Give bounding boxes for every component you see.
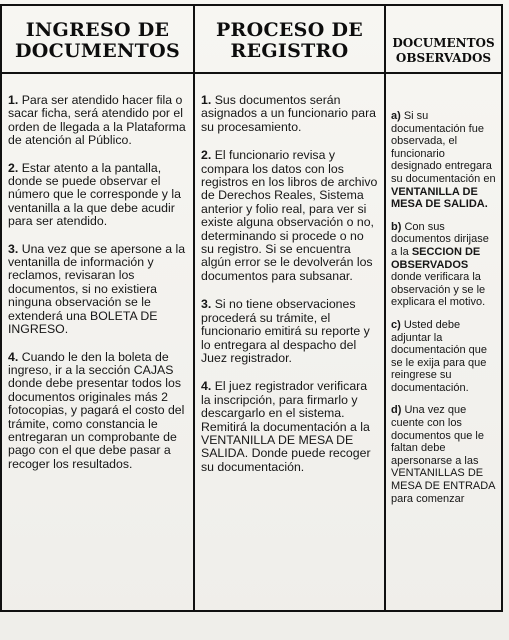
column-proceso [195,6,386,610]
step-text: Una vez que cuente con los documentos que le faltan debe apersonarse a las VENTANILLAS DE MESA DE ENTRADA para comenzar [391,404,495,505]
step-text: Una vez que se apersone a la ventanilla de información y reclamos, revisaran los documentos, si no existiera ninguna observación se le extenderá una BOLETA DE INGRESO. [8,241,186,337]
step-text-after: donde verificara la observación y se le explicara el motivo. [391,271,486,309]
step-text: Estar atento a la pantalla, donde se puede observar el número que le corresponde y la ventanilla a la que debe acudir para ser atendido. [8,160,181,229]
step-item [201,298,379,365]
header-line: INGRESO DE [25,19,170,41]
step-letter: d) [391,404,402,417]
step-item [391,404,497,505]
step-text: Para ser atendido hacer fila o sacar ficha, será atendido por el orden de llegada a la Plataforma de atención al Público. [8,93,186,148]
step-item [201,380,379,474]
step-item [8,162,188,229]
header-line: REGISTRO [230,40,349,62]
column-body [8,94,188,485]
step-item [391,221,497,309]
header-line: DOCUMENTOS [14,40,180,62]
step-number: 1. [201,93,212,107]
step-text: Usted debe adjuntar la documentación que se le exija para que reingrese su documentación. [391,318,488,394]
step-text: Con sus documentos dirijase a la [391,220,489,258]
column-body [201,94,379,489]
column-ingreso [2,6,195,610]
column-header [2,6,193,74]
header-line: PROCESO DE [215,19,364,41]
step-number: 4. [8,349,19,364]
step-text: El juez registrador verificara la inscripción, para firmarlo y descargarlo en el sistema. Remitirá la documentación a la VENTANILLA DE MESA DE SALIDA. Donde puede recoger su documentación. [201,379,371,474]
step-number: 3. [8,241,19,256]
header-line: OBSERVADOS [395,51,492,65]
step-text: El funcionario revisa y compara los datos con los registros en los libros de archivo de Derechos Reales, Sistema anterior y folio real, para ver si existe alguna observación o no, determinando si procede o no su registro. Si se encuentra algún error se le devolverán los documentos para subsanar. [201,148,378,283]
step-item [391,319,497,395]
step-item [391,110,497,211]
step-number: 2. [201,148,212,163]
step-highlight: VENTANILLA DE MESA DE SALIDA. [391,185,488,211]
process-table [0,4,503,612]
step-item [8,94,188,148]
step-number: 1. [8,93,19,107]
step-number: 3. [201,297,212,312]
column-observados [386,6,501,610]
column-header [195,6,384,74]
step-letter: a) [391,110,401,122]
step-number: 2. [8,160,19,175]
step-letter: b) [391,220,402,233]
step-text: Si su documentación fue observada, el funcionario designado entregara su documentación en [391,110,496,185]
step-number: 4. [201,379,212,394]
step-text: Si no tiene observaciones procederá su trámite, el funcionario emitirá su reporte y lo entregara al despacho del Juez registrador. [201,297,370,365]
column-header [386,6,501,74]
step-item [201,94,379,134]
step-item [201,149,379,283]
step-item [8,243,188,337]
step-item [8,351,188,472]
header-line: DOCUMENTOS [392,36,495,50]
step-text: Cuando le den la boleta de ingreso, ir a la sección CAJAS donde debe presentar todos los documentos originales más 2 fotocopias, y pagará el costo del trámite, como constancia le entregaran un comprobante de pago con el que debe pasar a recoger los resultados. [8,349,185,471]
step-text: Sus documentos serán asignados a un funcionario para su procesamiento. [201,93,377,134]
step-highlight: SECCION DE OBSERVADOS [391,245,481,271]
column-body [391,110,497,515]
step-letter: c) [391,318,401,331]
